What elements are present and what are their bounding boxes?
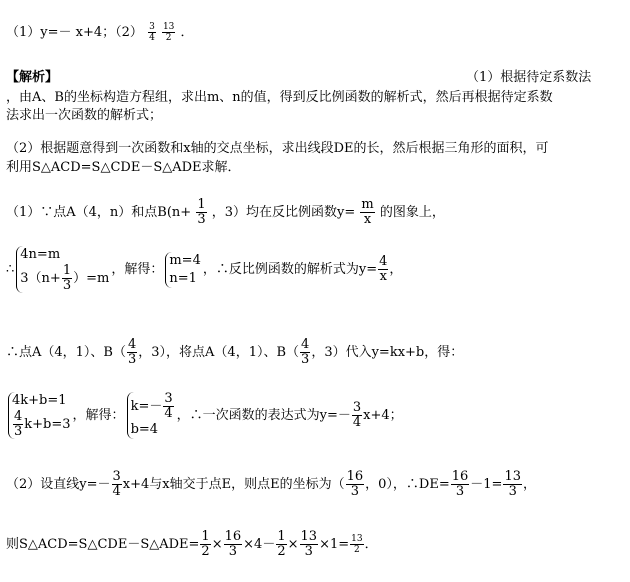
analysis-part2-line2: 利用S△ACD=S△CDE－S△ADE求解．: [6, 160, 241, 175]
equation-system: 4n=m 3（n+ $\frac{1}{3}$ ）=m: [16, 246, 109, 293]
analysis-part1-head: （1）根据待定系数法: [466, 70, 592, 85]
fraction: $\frac{13}{3}$: [300, 529, 318, 559]
solution-area: 则S△ACD=S△CDE－S△ADE= $\frac{1}{2}$ × $\frac{16}{3}$ ×4－ $\frac{1}{2}$ × $\frac{13}{3}$ ×1= $\frac{13}{2}$ ．: [6, 529, 378, 559]
fraction: $\frac{13}{2}$: [351, 534, 363, 555]
answer-text: （1）y=－ x+4；（2）: [6, 25, 143, 40]
solution-system: k=－ $\frac{3}{4}$ b=4: [127, 392, 175, 439]
equation-system: 4k+b=1 $\frac{4}{3}$ k+b=3: [8, 392, 71, 439]
solution-part2: （2）设直线y=－ $\frac{3}{4}$ x+4与x轴交于点E，则点E的坐标为（ $\frac{16}{3}$ ，0），∴DE= $\frac{16}{3}$ －1= $\frac{13}{3}$ ，: [6, 469, 537, 499]
analysis-part2-line1: （2）根据题意得到一次函数和x轴的交点坐标，求出线段DE的长，然后根据三角形的面积，可: [6, 141, 549, 156]
fraction: $\frac{3}{4}$: [112, 469, 121, 499]
fraction: $\frac{16}{3}$: [346, 469, 364, 499]
answer-line: （1）y=－ x+4；（2） $\frac{3}{4}$ $\frac{13}{2}$ ．: [6, 22, 194, 43]
fraction: $\frac{4}{3}$: [301, 337, 310, 367]
solution-step1: （1）∵点A（4，n）和点B(n+ $\frac{1}{3}$ ，3）均在反比例函数y= $\frac{m}{x}$ 的图象上，: [6, 197, 445, 227]
solution-points: ∴点A（4，1）、B（ $\frac{4}{3}$ ，3），将点A（4，1）、B（ $\frac{4}{3}$ ，3）代入y=kx+b，得：: [6, 337, 464, 367]
analysis-title: 【解析】: [6, 70, 59, 85]
fraction: $\frac{16}{3}$: [451, 469, 469, 499]
fraction: $\frac{16}{3}$: [224, 529, 242, 559]
fraction: $\frac{m}{x}$: [361, 197, 374, 227]
fraction: $\frac{4}{x}$: [379, 254, 388, 284]
fraction: $\frac{1}{2}$: [277, 529, 286, 559]
fraction: $\frac{1}{3}$: [197, 197, 206, 227]
fraction: $\frac{13}{2}$: [162, 22, 175, 43]
fraction: $\frac{1}{2}$: [201, 529, 210, 559]
solution-system2: 4k+b=1 $\frac{4}{3}$ k+b=3 ，解得： k=－ $\frac{3}{4}$ b=4 ，∴一次函数的表达式为y=－ $\frac{3}{4}$ x+4；: [6, 392, 403, 439]
solution-system1: ∴ 4n=m 3（n+ $\frac{1}{3}$ ）=m ，解得： m=4 n=1 ，∴反比例函数的解析式为y= $\frac{4}{x}$ ，: [6, 247, 403, 293]
fraction: $\frac{4}{3}$: [127, 337, 137, 367]
solution-system: m=4 n=1: [165, 252, 201, 288]
analysis-part1-line3: 法求出一次函数的解析式；: [6, 108, 163, 123]
fraction: $\frac{13}{3}$: [504, 469, 521, 499]
fraction: $\frac{3}{4}$: [149, 22, 155, 43]
fraction: $\frac{3}{4}$: [352, 400, 362, 430]
analysis-part1-line2: ，由A、B的坐标构造方程组，求出m、n的值，得到反比例函数的解析式，然后再根据待定系数: [6, 90, 553, 105]
